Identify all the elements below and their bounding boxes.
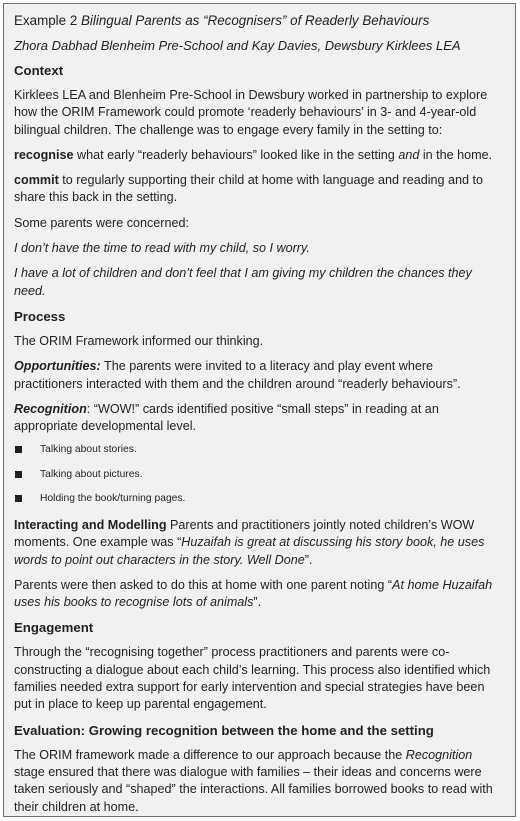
engagement-heading: Engagement xyxy=(14,620,94,636)
evaluation-heading: Evaluation: Growing recognition between the home and the setting xyxy=(14,722,434,738)
opportunities-label: Opportunities: xyxy=(14,359,101,374)
bullet-text: Talking about pictures. xyxy=(40,468,143,480)
interacting-paragraph xyxy=(14,517,505,569)
title-prefix: Example 2 xyxy=(14,13,81,28)
recognition-text: : “WOW!” cards identified positive “small steps” in reading at an appropriate developmental level. xyxy=(14,401,439,434)
square-bullet-icon xyxy=(15,446,22,453)
evaluation-paragraph xyxy=(14,747,505,816)
example-title xyxy=(14,12,505,29)
home-end: ”. xyxy=(253,595,262,610)
home-paragraph xyxy=(14,577,505,612)
evaluation-text-end: stage ensured that there was dialogue with families – their ideas and concerns were taken seriously and “shaped” the interactions. All families borrowed books to read with their children at home. xyxy=(14,764,493,814)
parent-quote-2: I have a lot of children and don’t feel that I am giving my children the chances they need. xyxy=(14,266,472,298)
context-intro: Kirklees LEA and Blenheim Pre-School in Dewsbury worked in partnership to explore how the ORIM Framework could promote ‘readerly behaviours’ in 3- and 4-year-old bilingual children. The challenge was to engage every family in the setting to: xyxy=(14,88,488,137)
bullet-text: Talking about stories. xyxy=(40,444,137,456)
interacting-text: Parents and practitioners jointly noted children’s WOW moments. One example was “ xyxy=(14,517,475,550)
evaluation-text-italic: Recognition xyxy=(405,747,473,762)
opportunities-text: The parents were invited to a literacy and play event where practitioners interacted with them and the children around “readerly behaviours”. xyxy=(14,359,461,391)
recognise-paragraph xyxy=(14,147,505,164)
concern-intro: Some parents were concerned: xyxy=(14,215,190,230)
list-item xyxy=(14,492,505,506)
interacting-quote: Huzaifah is great at discussing his story book, he uses words to point out characters in the story. Well Done xyxy=(14,535,485,567)
title-italic: Bilingual Parents as “Recognisers” of Readerly Behaviours xyxy=(81,13,430,28)
recognition-paragraph xyxy=(14,401,505,436)
recognise-text: what early “readerly behaviours” looked like in the setting xyxy=(73,147,399,162)
authors-line: Zhora Dabhad Blenheim Pre-School and Kay Davies, Dewsbury Kirklees LEA xyxy=(14,38,461,53)
evaluation-text-start: The ORIM framework made a difference to our approach because the xyxy=(14,747,406,762)
bullet-text: Holding the book/turning pages. xyxy=(40,493,186,505)
context-heading: Context xyxy=(14,63,64,78)
list-item xyxy=(14,443,505,457)
commit-bold: commit xyxy=(14,173,59,188)
commit-paragraph xyxy=(14,172,505,207)
interacting-label: Interacting and Modelling xyxy=(14,517,167,532)
recognition-bullet-list xyxy=(14,443,505,506)
recognise-bold: recognise xyxy=(14,147,74,162)
opportunities-paragraph xyxy=(14,358,505,393)
example-box xyxy=(3,3,516,817)
parent-quote-1: I don’t have the time to read with my child, so I worry. xyxy=(14,241,310,256)
engagement-text: Through the “recognising together” process practitioners and parents were co-constructing a dialogue about each child’s learning. This process also identified which families needed extra support for early intervention and special strategies have been put in place to keep up parental engagement. xyxy=(14,645,491,712)
home-quote: At home Huzaifah uses his books to recognise lots of animals xyxy=(14,577,493,610)
home-text: Parents were then asked to do this at home with one parent noting “ xyxy=(14,577,393,592)
recognition-label: Recognition xyxy=(14,401,87,416)
recognise-end: in the home. xyxy=(419,147,493,162)
square-bullet-icon xyxy=(15,471,22,478)
interacting-end: ”. xyxy=(304,552,313,567)
process-intro: The ORIM Framework informed our thinking. xyxy=(14,333,264,348)
square-bullet-icon xyxy=(15,495,22,502)
recognise-italic: and xyxy=(398,147,420,162)
commit-text: to regularly supporting their child at home with language and reading and to share this back in the setting. xyxy=(14,173,484,205)
process-heading: Process xyxy=(14,308,66,324)
list-item xyxy=(14,468,505,482)
